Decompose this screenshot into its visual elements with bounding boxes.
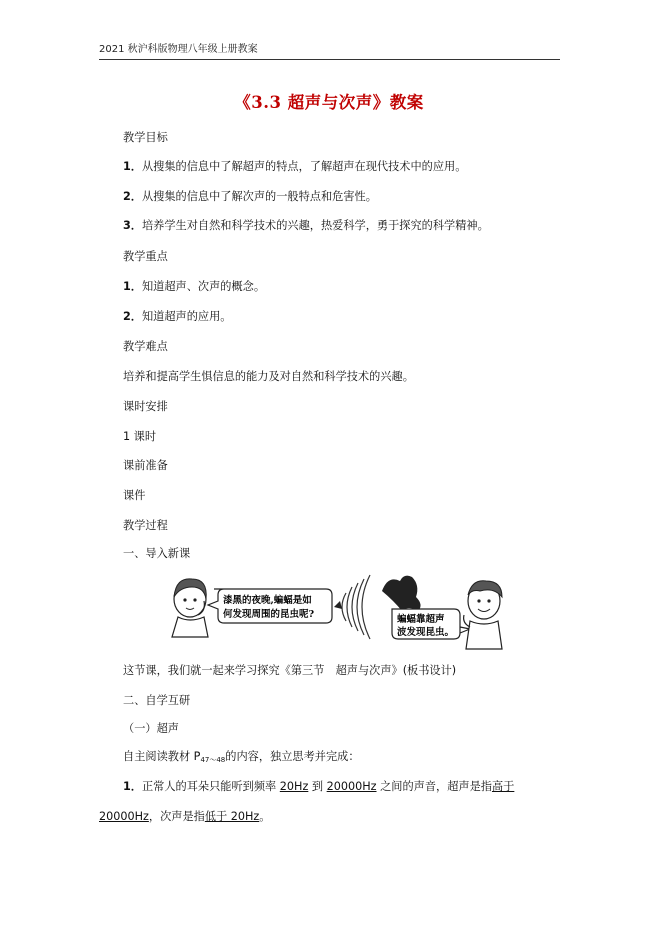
goal-3: 3．培养学生对自然和科学技术的兴趣，热爱科学，勇于探究的科学精神。 — [123, 219, 489, 232]
lesson-intro: 这节课，我们就一起来学习探究《第三节 超声与次声》(板书设计) — [123, 664, 457, 677]
prep-heading: 课前准备 — [123, 459, 168, 472]
part-2-heading: 二、自学互研 — [123, 694, 191, 707]
reading-instruction: 自主阅读教材 $P_{47\sim 48}$的内容，独立思考并完成： — [123, 750, 360, 764]
svg-text:何发现周围的昆虫呢?: 何发现周围的昆虫呢? — [223, 609, 315, 620]
key-point-1: 1．知道超声、次声的概念。 — [123, 280, 266, 293]
document-title: 《3.3 超声与次声》教案 — [234, 93, 424, 112]
goal-2: 2．从搜集的信息中了解次声的一般特点和危害性。 — [123, 190, 377, 203]
insect-icon — [334, 601, 342, 609]
process-heading: 教学过程 — [123, 519, 168, 532]
prep-value: 课件 — [123, 489, 146, 502]
key-point-2: 2．知道超声的应用。 — [123, 310, 232, 323]
bat-icon — [382, 576, 421, 611]
schedule-value: 1 课时 — [123, 430, 157, 443]
svg-text:漆黑的夜晚,蝙蝠是如: 漆黑的夜晚,蝙蝠是如 — [223, 595, 312, 606]
girl-icon — [172, 579, 208, 637]
key-points-heading: 教学重点 — [123, 250, 168, 263]
goal-1: 1．从搜集的信息中了解超声的特点，了解超声在现代技术中的应用。 — [123, 160, 467, 173]
part-1-heading: 一、导入新课 — [123, 547, 191, 560]
bat-illustration — [168, 571, 506, 651]
svg-text:蝙蝠靠超声: 蝙蝠靠超声 — [397, 614, 445, 625]
page-header: 2021 秋沪科版物理八年级上册教案 — [99, 40, 560, 60]
question-1-line-1: 1．正常人的耳朵只能听到频率 20Hz 到 20000Hz 之间的声音，超声是指高于 — [123, 780, 515, 793]
sound-waves-icon — [342, 575, 370, 639]
svg-text:波发现昆虫。: 波发现昆虫。 — [397, 627, 455, 638]
boy-icon — [464, 581, 502, 649]
question-1-line-2: 20000Hz，次声是指低于 20Hz。 — [99, 810, 271, 823]
goals-heading: 教学目标 — [123, 131, 168, 144]
difficulty-1: 培养和提高学生惧信息的能力及对自然和科学技术的兴趣。 — [123, 370, 414, 383]
subsection-ultrasound: （一）超声 — [123, 722, 179, 735]
difficulty-heading: 教学难点 — [123, 340, 168, 353]
schedule-heading: 课时安排 — [123, 400, 168, 413]
